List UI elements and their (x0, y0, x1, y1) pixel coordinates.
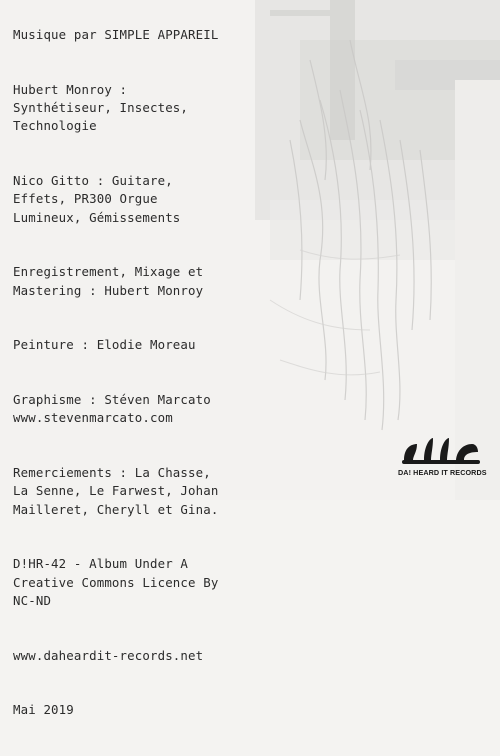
release-date: Mai 2019 (13, 702, 74, 718)
label-logo (398, 432, 487, 488)
license-text: D!HR-42 - Album Under A Creative Commons Licence By NC-ND (13, 556, 219, 608)
credit-recording: Enregistrement, Mixage et Mastering : Hubert Monroy (13, 264, 204, 298)
credit-thanks: Remerciements : La Chasse, La Senne, Le Farwest, Johan Mailleret, Cheryll et Gina. (13, 465, 219, 517)
credits-block (13, 8, 313, 756)
website-link: www.daheardit-records.net (13, 647, 204, 663)
credit-hubert-monroy: Hubert Monroy : Synthétiseur, Insectes, Technologie (13, 82, 189, 134)
credits-title: Musique par SIMPLE APPAREIL (13, 27, 219, 43)
label-logo-icon (400, 432, 482, 466)
label-logo-text: DA! HEARD IT RECORDS (398, 468, 487, 477)
credit-graphics: Graphisme : Stéven Marcato www.stevenmarcato.com (13, 392, 211, 426)
credit-nico-gitto: Nico Gitto : Guitare, Effets, PR300 Orgue Lumineux, Gémissements (13, 173, 181, 225)
credit-painting: Peinture : Elodie Moreau (13, 337, 196, 353)
